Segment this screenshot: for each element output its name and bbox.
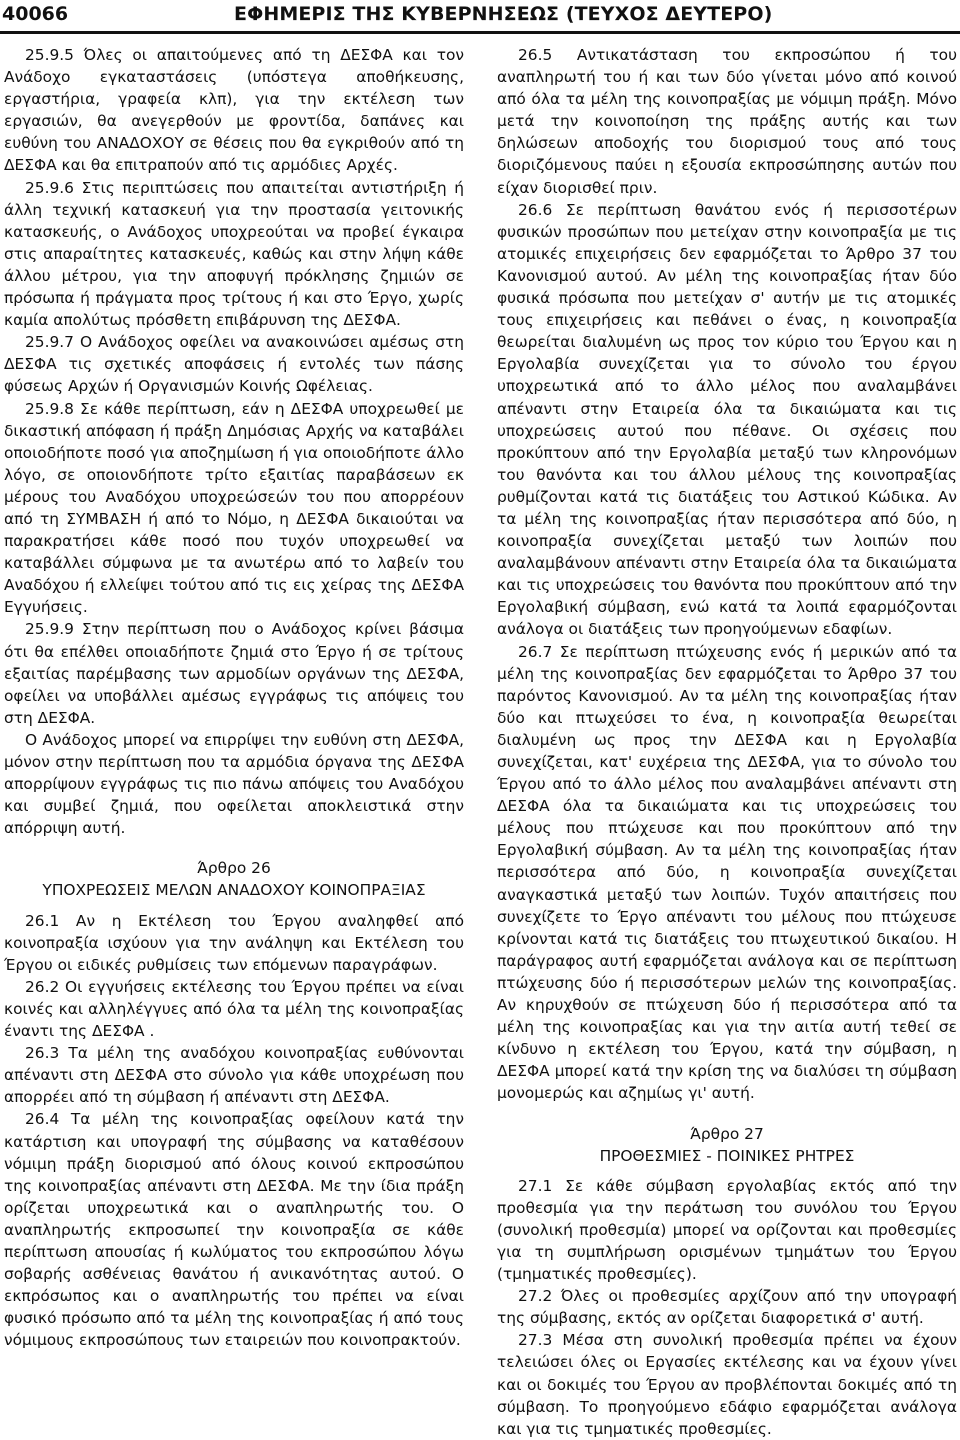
paragraph-25-9-9-continued: Ο Ανάδοχος μπορεί να επιρρίψει την ευθύνη στη ΔΕΣΦΑ, μόνον στην περίπτωση που τα αρμόδια όργανα της ΔΕΣΦΑ απορρίψουν εγγράφως τις πιο πάνω απόψεις του Αναδόχου και συμβεί ζημιά, που οφείλεται αποκλειστικά στην απόρριψη αυτή. xyxy=(4,730,464,838)
page-header xyxy=(0,0,960,36)
paragraph-25-9-8: 25.9.8 Σε κάθε περίπτωση, εάν η ΔΕΣΦΑ υποχρεωθεί με δικαστική απόφαση ή πράξη Δημόσιας Αρχής να καταβάλει οποιοδήποτε ποσό για αποζημίωση ή για οποιοδήποτε άλλο λόγο, σε οποιονδήποτε τρίτο εξαιτίας παραβάσεων εκ μέρους του Αναδόχου υποχρεώσεών του που απορρέουν από τη ΣΥΜΒΑΣΗ ή από το Νόμο, η ΔΕΣΦΑ δικαιούται να παρακρατήσει κάθε ποσό που τυχόν υποχρεωθεί να καταβάλλει σύμφωνα με τα ανωτέρω από το λαβείν του Αναδόχου ή ελλείψει τούτου από τις εις χείρας της ΔΕΣΦΑ Εγγυήσεις. xyxy=(4,399,464,617)
header-divider xyxy=(0,31,960,34)
paragraph-26-7: 26.7 Σε περίπτωση πτώχευσης ενός ή μερικών από τα μέλη της κοινοπραξίας δεν εφαρμόζεται το Άρθρο 37 του παρόντος Κανονισμού. Αν τα μέλη της κοινοπραξίας ήταν δύο και πτωχεύσει το ένα, η κοινοπραξία θεωρείται διαλυμένη ως προς την ΔΕΣΦΑ και η Εργολαβία συνεχίζεται, κατ' ευχέρεια της ΔΕΣΦΑ, για το σύνολο του Έργου από το άλλο μέλος που αναλαμβάνει απέναντι στη ΔΕΣΦΑ όλα τα δικαιώματα και τις υποχρεώσεις του μέλους που πτώχευσε και που προκύπτουν από την Εργολαβική σύμβαση. Αν τα μέλη της κοινοπραξίας ήταν περισσότερα από δύο, η κοινοπραξία συνεχίζεται αναγκαστικά μεταξύ των λοιπών. Τυχόν απαιτήσεις που συνεχίζετε το Έργο απέναντι του μέλους που πτώχευσε κρίνονται κατά τις διατάξεις του πτωχευτικού δικαίου. Η παράγραφος αυτή εφαρμόζεται ανάλογα και σε περίπτωση πτώχευσης δύο ή περισσότερων μελών της κοινοπραξίας. Αν κηρυχθούν σε πτώχευση δύο ή περισσότερα από τα μέλη της κοινοπραξίας και για την αιτία αυτή τεθεί σε κίνδυνο η εκτέλεση του Έργου, κατά την σύμβαση, η ΔΕΣΦΑ μπορεί κατά την κρίση της να διαλύσει τη σύμβαση μονομερώς και αζημίως γι' αυτή. xyxy=(497,642,957,1103)
paragraph-25-9-6: 25.9.6 Στις περιπτώσεις που απαιτείται αντιστήριξη ή άλλη τεχνική κατασκευή για την προστασία γειτονικής κατασκευής, ο Ανάδοχος υποχρεούται να προβεί έγκαιρα στις απαραίτητες κατασκευές, καθώς και στην λήψη κάθε άλλου μέτρου, για την αποφυγή πρόκλησης ζημιών σε πρόσωπα ή πράγματα προς τρίτους ή και στο Έργο, χωρίς καμία απολύτως πρόσθετη επιβάρυνση της ΔΕΣΦΑ. xyxy=(4,178,464,330)
gazette-title: ΕΦΗΜΕΡΙΣ ΤΗΣ ΚΥΒΕΡΝΗΣΕΩΣ (ΤΕΥΧΟΣ ΔΕΥΤΕΡΟ) xyxy=(234,3,773,25)
paragraph-27-3: 27.3 Μέσα στη συνολική προθεσμία πρέπει να έχουν τελειώσει όλες οι Εργασίες εκτέλεσης και να έχουν γίνει και οι δοκιμές του Έργου αν προβλέπονται δοκιμές από τη σύμβαση. Το προηγούμενο εδάφιο εφαρμόζεται ανάλογα και για τις τμηματικές προθεσμίες. xyxy=(497,1331,957,1438)
paragraph-27-1: 27.1 Σε κάθε σύμβαση εργολαβίας εκτός από την προθεσμία για την περάτωση του συνόλου του Έργου (συνολική προθεσμία) μπορεί να ορίζονται και προθεσμίες για τη συμπλήρωση ορισμένων τμημάτων του Έργου (τμηματικές προθεσμίες). xyxy=(497,1176,957,1284)
paragraph-26-6: 26.6 Σε περίπτωση θανάτου ενός ή περισσοτέρων φυσικών προσώπων που μετείχαν στην κοινοπραξία με τις ατομικές επιχειρήσεις δεν εφαρμόζεται το Άρθρο 37 του Κανονισμού αυτού. Αν μέλη της κοινοπραξίας ήταν δύο φυσικά πρόσωπα που μετείχαν σ' αυτήν με τις ατομικές τους επιχειρήσεις και πεθάνει ο ένας, η κοινοπραξία θεωρείται διαλυμένη ως προς τον κύριο του Έργου και η Εργολαβία συνεχίζεται για το σύνολο του έργου υποχρεωτικά από το άλλο μέλος που αναλαμβάνει απέναντι στην Εταιρεία όλα τα δικαιώματα και τις υποχρεώσεις αυτού που πέθανε. Οι σχέσεις που προκύπτουν από την Εργολαβία μεταξύ των κληρονόμων του θανόντα και του άλλου μέλους της κοινοπραξίας ρυθμίζονται κατά τις διατάξεις του Αστικού Κώδικα. Αν τα μέλη της κοινοπραξίας ήταν περισσότερα από δύο, η κοινοπραξία συνεχίζεται μεταξύ των λοιπών που αναλαμβάνουν απέναντι στην Εταιρεία όλα τα δικαιώματα και τις υποχρεώσεις του θανόντα που προκύπτουν από την Εργολαβική σύμβαση, ενώ κατά τα λοιπά εφαρμόζονται ανάλογα οι διατάξεις των προηγούμενων εδαφίων. xyxy=(497,200,957,639)
article-27-title: ΠΡΟΘΕΣΜΙΕΣ - ΠΟΙΝΙΚΕΣ ΡΗΤΡΕΣ xyxy=(599,1146,855,1165)
paragraph-26-1: 26.1 Αν η Εκτέλεση του Έργου αναληφθεί από κοινοπραξία ισχύουν για την ανάληψη και Εκτέλεση του Έργου οι ειδικές ρυθμίσεις των επόμενων παραγράφων. xyxy=(4,911,464,974)
paragraph-25-9-5: 25.9.5 Όλες οι απαιτούμενες από τη ΔΕΣΦΑ και τον Ανάδοχο εγκαταστάσεις (υπόστεγα αποθήκευσης, εργαστήρια, γραφεία κλπ), για την εκτέλεση των εργασιών, θα ανεγερθούν με φροντίδα, δαπάνες και ευθύνη του ΑΝΑΔΟΧΟΥ σε θέσεις που θα εγκριθούν από τη ΔΕΣΦΑ και θα επιτραπούν από τις αρμόδιες Αρχές. xyxy=(4,46,464,175)
paragraph-26-5: 26.5 Αντικατάσταση του εκπροσώπου ή του αναπληρωτή του ή και των δύο γίνεται μόνο από κοινού από όλα τα μέλη της κοινοπραξίας με νόμιμη πράξη. Μόνο μετά την κοινοποίηση της πράξης αυτής και των δηλώσεων αποδοχής του διορισμού τους από τους διοριζόμενους παύει η εξουσία εκπροσώπησης αυτών που είχαν διορισθεί πριν. xyxy=(497,46,957,197)
paragraph-25-9-9: 25.9.9 Στην περίπτωση που ο Ανάδοχος κρίνει βάσιμα ότι θα επέλθει οποιαδήποτε ζημιά στο Έργο ή σε τρίτους εξαιτίας παρέμβασης των αρμοδίων οργάνων της ΔΕΣΦΑ, οφείλει να υποβάλλει αμέσως εγγράφως τις απόψεις του στη ΔΕΣΦΑ. xyxy=(4,620,464,727)
paragraph-25-9-7: 25.9.7 Ο Ανάδοχος οφείλει να ανακοινώσει αμέσως στη ΔΕΣΦΑ τις σχετικές αποφάσεις ή εντολές των πάσης φύσεως Αρχών ή Οργανισμών Κοινής Ωφέλειας. xyxy=(4,333,464,396)
page-number: 40066 xyxy=(2,3,69,25)
paragraph-26-2: 26.2 Οι εγγυήσεις εκτέλεσης του Έργου πρέπει να είναι κοινές και αλληλέγγυες από όλα τα μέλη της κοινοπραξίας έναντι της ΔΕΣΦΑ . xyxy=(4,977,464,1041)
article-26-heading: Άρθρο 26 xyxy=(197,859,271,878)
paragraph-26-4: 26.4 Τα μέλη της κοινοπραξίας οφείλουν κατά την κατάρτιση και υπογραφή της σύμβασης να καταθέσουν νόμιμη πράξη διορισμού από όλους κοινού εκπροσώπου της κοινοπραξίας απέναντι στη ΔΕΣΦΑ. Με την ίδια πράξη ορίζεται υποχρεωτικά και ο αναπληρωτής του. Ο αναπληρωτής εκπροσωπεί την κοινοπραξία σε κάθε περίπτωση απουσίας ή κωλύματος του εκπροσώπου λόγω σοβαρής ασθένειας θανάτου ή ανικανότητας αυτού. Ο εκπρόσωπος και ο αναπληρωτής του πρέπει να είναι φυσικό πρόσωπο από τα μέλη της κοινοπραξίας ή από τους νόμιμους εκπροσώπους των εταιρειών που κοινοπρακτούν. xyxy=(4,1110,464,1350)
paragraph-26-3: 26.3 Τα μέλη της αναδόχου κοινοπραξίας ευθύνονται απέναντι στη ΔΕΣΦΑ στο σύνολο για κάθε υποχρέωση που απορρέει από τη σύμβαση ή απέναντι στη ΔΕΣΦΑ. xyxy=(4,1044,464,1107)
article-26-title: ΥΠΟΧΡΕΩΣΕΙΣ ΜΕΛΩΝ ΑΝΑΔΟΧΟΥ ΚΟΙΝΟΠΡΑΞΙΑΣ xyxy=(42,881,426,900)
article-27-heading: Άρθρο 27 xyxy=(690,1124,764,1143)
left-column xyxy=(4,44,464,1351)
right-column xyxy=(497,44,957,1440)
paragraph-27-2: 27.2 Όλες οι προθεσμίες αρχίζουν από την υπογραφή της σύμβασης, εκτός αν ορίζεται διαφορετικά σ' αυτή. xyxy=(497,1287,957,1328)
